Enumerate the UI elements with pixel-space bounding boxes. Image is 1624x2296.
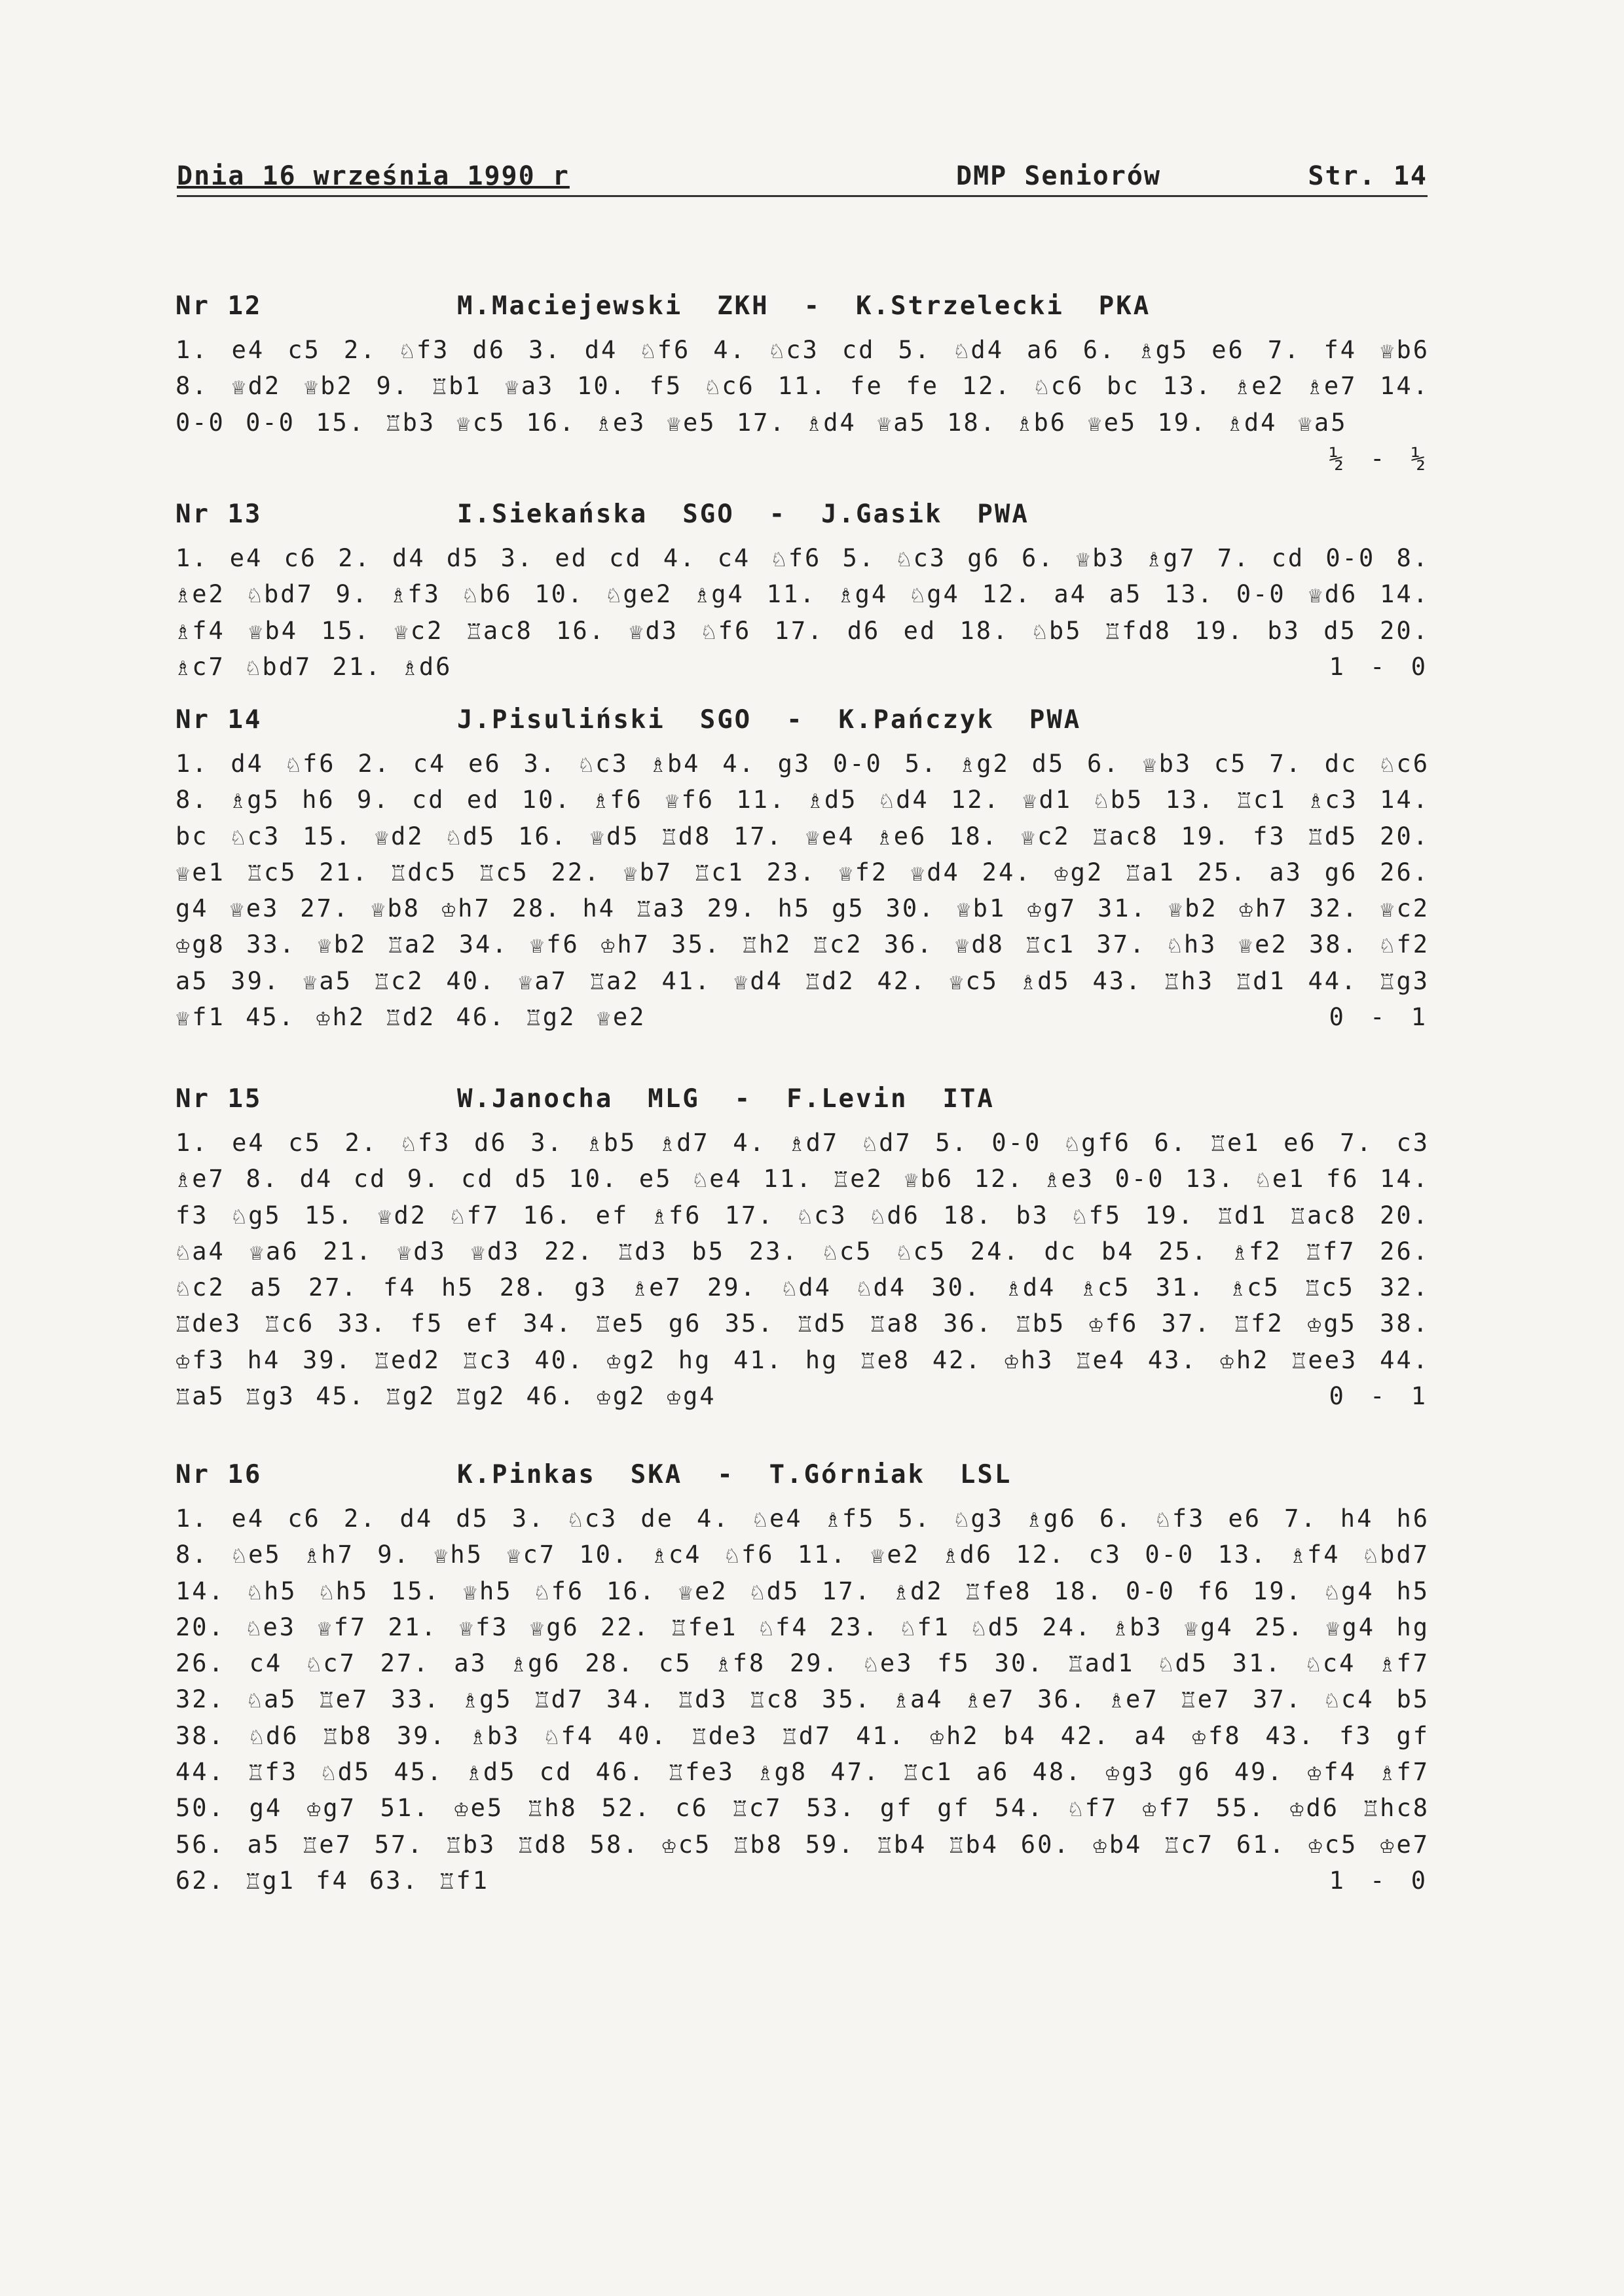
- header-date: Dnia 16 września 1990 r: [177, 161, 570, 191]
- game-nr-15: [175, 1084, 1450, 1414]
- game-result: ½ - ½: [1329, 444, 1430, 473]
- game-players: I.Siekańska SGO - J.Gasik PWA: [457, 500, 1029, 529]
- game-players: W.Janocha MLG - F.Levin ITA: [457, 1084, 995, 1114]
- game-number: Nr 13: [175, 500, 263, 529]
- page-header: [177, 149, 1428, 197]
- game-nr-12: [175, 291, 1450, 477]
- game-moves: [175, 540, 1450, 685]
- game-result: 1 - 0: [1329, 1866, 1430, 1895]
- game-result: 0 - 1: [1329, 1003, 1430, 1032]
- game-heading: [175, 291, 1430, 332]
- game-players: K.Pinkas SKA - T.Górniak LSL: [457, 1460, 1012, 1489]
- game-heading: [175, 500, 1430, 540]
- game-result: 1 - 0: [1329, 652, 1430, 681]
- game-number: Nr 16: [175, 1460, 263, 1489]
- game-heading: [175, 1460, 1430, 1501]
- game-nr-14: [175, 705, 1450, 1035]
- game-heading: [175, 705, 1430, 746]
- game-players: J.Pisuliński SGO - K.Pańczyk PWA: [457, 705, 1082, 735]
- game-moves: [175, 1125, 1450, 1414]
- moves-text: 1. e4 c6 2. d4 d5 3. ♘c3 de 4. ♘e4 ♗f5 5. ♘g3 ♗g6 6. ♘f3 e6 7. h4 h6 8. ♘e5 ♗h7 9. ♕h5 ♕c7 10. ♗c4 ♘f6 11. ♕e2 ♗d6 12. c3 0-0 13. ♗f4 ♘bd7 14. ♘h5 ♘h5 15. ♕h5 ♘f6 16. ♕e2 ♘d5 17. ♗d2 ♖fe8 18. 0-0 f6 19. ♘g4 h5 20. ♘e3 ♕f7 21. ♕f3 ♕g6 22. ♖fe1 ♘f4 23. ♘f1 ♘d5 24. ♗b3 ♕g4 25. ♕g4 hg 26. c4 ♘c7 27. a3 ♗g6 28. c5 ♗f8 29. ♘e3 f5 30. ♖ad1 ♘d5 31. ♘c4 ♗f7 32. ♘a5 ♖e7 33. ♗g5 ♖d7 34. ♖d3 ♖c8 35. ♗a4 ♗e7 36. ♗e7 ♖e7 37. ♘c4 b5 38. ♘d6 ♖b8 39. ♗b3 ♘f4 40. ♖de3 ♖d7 41. ♔h2 b4 42. a4 ♔f8 43. f3 gf 44. ♖f3 ♘d5 45. ♗d5 cd 46. ♖fe3 ♗g8 47. ♖c1 a6 48. ♔g3 g6 49. ♔f4 ♗f7 50. g4 ♔g7 51. ♔e5 ♖h8 52. c6 ♖c7 53. gf gf 54. ♘f7 ♔f7 55. ♔d6 ♖hc8 56. a5 ♖e7 57. ♖b3 ♖d8 58. ♔c5 ♖b8 59. ♖b4 ♖b4 60. ♔b4 ♖c7 61. ♔c5 ♔e7 62. ♖g1 f4 63. ♖f1: [175, 1504, 1450, 1895]
- game-nr-16: [175, 1460, 1450, 1899]
- game-result: 0 - 1: [1329, 1382, 1430, 1411]
- moves-text: 1. e4 c5 2. ♘f3 d6 3. ♗b5 ♗d7 4. ♗d7 ♘d7 5. 0-0 ♘gf6 6. ♖e1 e6 7. c3 ♗e7 8. d4 cd 9. cd d5 10. e5 ♘e4 11. ♖e2 ♕b6 12. ♗e3 0-0 13. ♘e1 f6 14. f3 ♘g5 15. ♕d2 ♘f7 16. ef ♗f6 17. ♘c3 ♘d6 18. b3 ♘f5 19. ♖d1 ♖ac8 20. ♘a4 ♕a6 21. ♕d3 ♕d3 22. ♖d3 b5 23. ♘c5 ♘c5 24. dc b4 25. ♗f2 ♖f7 26. ♘c2 a5 27. f4 h5 28. g3 ♗e7 29. ♘d4 ♘d4 30. ♗d4 ♗c5 31. ♗c5 ♖c5 32. ♖de3 ♖c6 33. f5 ef 34. ♖e5 g6 35. ♖d5 ♖a8 36. ♖b5 ♔f6 37. ♖f2 ♔g5 38. ♔f3 h4 39. ♖ed2 ♖c3 40. ♔g2 hg 41. hg ♖e8 42. ♔h3 ♖e4 43. ♔h2 ♖ee3 44. ♖a5 ♖g3 45. ♖g2 ♖g2 46. ♔g2 ♔g4: [175, 1129, 1450, 1411]
- game-number: Nr 15: [175, 1084, 263, 1114]
- game-moves: [175, 746, 1450, 1035]
- game-number: Nr 14: [175, 705, 263, 735]
- moves-text: 1. d4 ♘f6 2. c4 e6 3. ♘c3 ♗b4 4. g3 0-0 5. ♗g2 d5 6. ♕b3 c5 7. dc ♘c6 8. ♗g5 h6 9. cd ed 10. ♗f6 ♕f6 11. ♗d5 ♘d4 12. ♕d1 ♘b5 13. ♖c1 ♗c3 14. bc ♘c3 15. ♕d2 ♘d5 16. ♕d5 ♖d8 17. ♕e4 ♗e6 18. ♕c2 ♖ac8 19. f3 ♖d5 20. ♕e1 ♖c5 21. ♖dc5 ♖c5 22. ♕b7 ♖c1 23. ♕f2 ♕d4 24. ♔g2 ♖a1 25. a3 g6 26. g4 ♕e3 27. ♕b8 ♔h7 28. h4 ♖a3 29. h5 g5 30. ♕b1 ♔g7 31. ♕b2 ♔h7 32. ♕c2 ♔g8 33. ♕b2 ♖a2 34. ♕f6 ♔h7 35. ♖h2 ♖c2 36. ♕d8 ♖c1 37. ♘h3 ♕e2 38. ♘f2 a5 39. ♕a5 ♖c2 40. ♕a7 ♖a2 41. ♕d4 ♖d2 42. ♕c5 ♗d5 43. ♖h3 ♖d1 44. ♖g3 ♕f1 45. ♔h2 ♖d2 46. ♖g2 ♕e2: [175, 750, 1450, 1032]
- game-nr-13: [175, 500, 1450, 685]
- game-number: Nr 12: [175, 291, 263, 321]
- game-moves: [175, 332, 1450, 473]
- game-players: M.Maciejewski ZKH - K.Strzelecki PKA: [457, 291, 1151, 321]
- moves-text: 1. e4 c6 2. d4 d5 3. ed cd 4. c4 ♘f6 5. ♘c3 g6 6. ♕b3 ♗g7 7. cd 0-0 8. ♗e2 ♘bd7 9. ♗f3 ♘b6 10. ♘ge2 ♗g4 11. ♗g4 ♘g4 12. a4 a5 13. 0-0 ♕d6 14. ♗f4 ♕b4 15. ♕c2 ♖ac8 16. ♕d3 ♘f6 17. d6 ed 18. ♘b5 ♖fd8 19. b3 d5 20. ♗c7 ♘bd7 21. ♗d6: [175, 544, 1450, 681]
- game-moves: [175, 1501, 1450, 1899]
- header-event: DMP Seniorów: [956, 161, 1161, 191]
- header-page-number: Str. 14: [1308, 161, 1428, 191]
- game-heading: [175, 1084, 1430, 1125]
- moves-text: 1. e4 c5 2. ♘f3 d6 3. d4 ♘f6 4. ♘c3 cd 5. ♘d4 a6 6. ♗g5 e6 7. f4 ♕b6 8. ♕d2 ♕b2 9. ♖b1 ♕a3 10. f5 ♘c6 11. fe fe 12. ♘c6 bc 13. ♗e2 ♗e7 14. 0-0 0-0 15. ♖b3 ♕c5 16. ♗e3 ♕e5 17. ♗d4 ♕a5 18. ♗b6 ♕e5 19. ♗d4 ♕a5: [175, 336, 1450, 437]
